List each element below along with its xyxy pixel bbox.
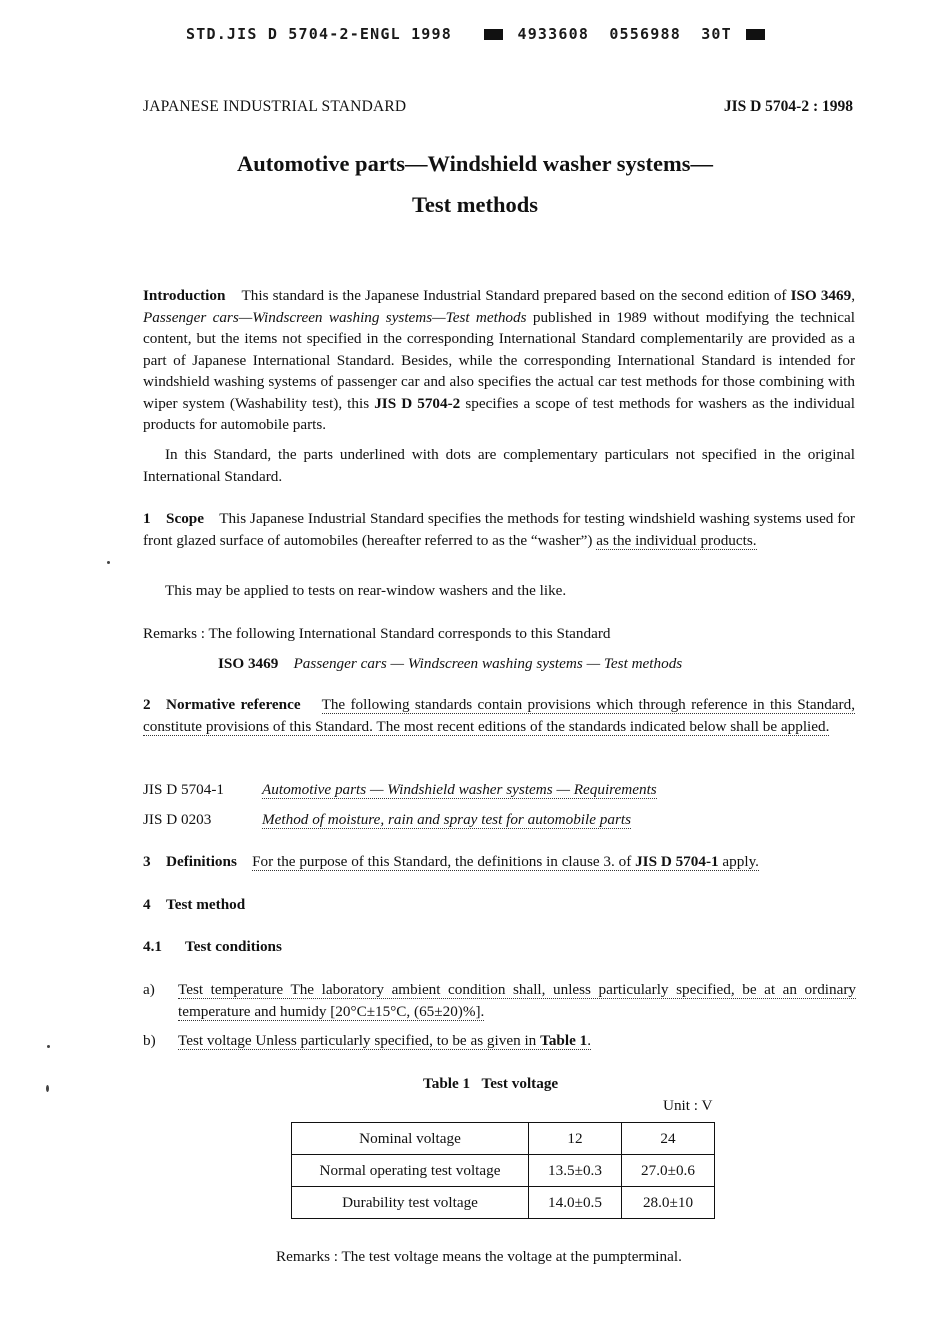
definitions-number: 3 bbox=[143, 853, 151, 870]
table-unit: Unit : V bbox=[663, 1097, 713, 1114]
introduction-iso-ref: ISO 3469 bbox=[790, 287, 852, 304]
scope-iso-title: Passenger cars — Windscreen washing systems — Test methods bbox=[293, 655, 683, 672]
table-row bbox=[292, 1187, 715, 1219]
scope-dotted-text: as the individual products. bbox=[596, 531, 757, 549]
introduction-text-2: published in 1989 without modifying the technical content, but the items not specified in the corresponding International Standard complementarily are provided as a part of Japanese International Standard. Besides, while the corresponding International Standard is intended for windshield washing systems of passenger car and also specifies the actual car test methods for those combining with wiper system (Washability test), this bbox=[143, 308, 855, 412]
normative-ref-row-2 bbox=[143, 809, 631, 831]
introduction-iso-title: Passenger cars—Windscreen washing systems—Test methods bbox=[143, 308, 527, 326]
normative-ref-code: JIS D 0203 bbox=[143, 811, 212, 828]
condition-b-body: Test voltage Unless particularly specified, to be as given in bbox=[178, 1032, 537, 1049]
table-remarks: Remarks : The test voltage means the voltage at the pumpterminal. bbox=[276, 1248, 682, 1265]
header-standard-name: JAPANESE INDUSTRIAL STANDARD bbox=[143, 98, 407, 115]
barcode-number-3: 30T bbox=[701, 25, 732, 43]
definitions-heading: Definitions bbox=[166, 853, 237, 870]
scan-speck bbox=[107, 561, 110, 564]
introduction-paragraph: Introduction This standard is the Japanese Industrial Standard prepared based on the second edition of ISO 3469, Passenger cars—Windscreen washing systems—Test methods published in 1989 without modifying the technical content, but the items not specified in the corresponding International Standard complementarily are provided as a part of Japanese International Standard. Besides, while the corresponding International Standard is intended for windshield washing systems of passenger car and also specifies the actual car test methods for those combining with wiper system (Washability test), this JIS D 5704-2 specifies a scope of test methods for washers as the individual products for automobile parts. bbox=[143, 287, 856, 433]
scope-remarks: Remarks : The following International Standard corresponds to this Standard bbox=[143, 625, 611, 642]
condition-b-label: b) bbox=[143, 1032, 156, 1049]
condition-b-table-ref: Table 1 bbox=[540, 1032, 588, 1049]
table-cell: Normal operating test voltage bbox=[292, 1155, 529, 1187]
normative-section bbox=[143, 694, 855, 737]
introduction-text-3: specifies a scope of test methods for washers as the individual products for automobile parts. bbox=[143, 394, 856, 433]
barcode-block-end-icon bbox=[746, 29, 765, 40]
table-cell: 14.0±0.5 bbox=[529, 1187, 622, 1219]
condition-a-text bbox=[178, 979, 856, 1022]
barcode-block-icon bbox=[484, 29, 503, 40]
introduction-paragraph-2: In this Standard, the parts underlined with dots are complementary particulars not specified in the original International Standard. bbox=[143, 446, 855, 485]
table-caption-title: Test voltage bbox=[481, 1075, 559, 1092]
definitions-text-run bbox=[252, 853, 759, 871]
scope-heading: Scope bbox=[166, 510, 204, 527]
normative-number: 2 bbox=[143, 696, 151, 713]
scope-paragraph-2: This may be applied to tests on rear-window washers and the like. bbox=[165, 582, 567, 599]
scan-speck bbox=[47, 1045, 50, 1048]
definitions-text: For the purpose of this Standard, the definitions in clause 3. of bbox=[252, 853, 632, 870]
scope-number: 1 bbox=[143, 510, 151, 527]
table-header-cell: 24 bbox=[622, 1123, 715, 1155]
doc-code: STD.JIS D 5704-2-ENGL 1998 bbox=[186, 25, 452, 43]
table-cell: 27.0±0.6 bbox=[622, 1155, 715, 1187]
condition-a-label: a) bbox=[143, 981, 155, 998]
condition-b-dotted bbox=[178, 1032, 591, 1050]
barcode-number-1: 4933608 bbox=[517, 25, 590, 43]
table-cell: 28.0±10 bbox=[622, 1187, 715, 1219]
scope-text: This Japanese Industrial Standard specifies the methods for testing windshield washing systems used for front glazed surface of automobiles (hereafter referred to as the “washer”) bbox=[143, 510, 855, 549]
table-caption-number: Table 1 bbox=[423, 1075, 471, 1092]
table-cell: 13.5±0.3 bbox=[529, 1155, 622, 1187]
test-method-heading: Test method bbox=[166, 896, 246, 913]
normative-heading: Normative reference bbox=[166, 696, 301, 713]
table-header-row bbox=[292, 1123, 715, 1155]
normative-ref-row-1 bbox=[143, 779, 657, 801]
condition-a-dotted: Test temperature The laboratory ambient condition shall, unless particularly specified, be at an ordinary temperature and humidy [20°C±15°C, (65±20)%]. bbox=[178, 981, 856, 1020]
test-method-number: 4 bbox=[143, 896, 151, 913]
normative-ref-title: Automotive parts — Windshield washer systems — Requirements bbox=[262, 781, 657, 798]
introduction-text-1: This standard is the Japanese Industrial Standard prepared based on the second edition of bbox=[241, 287, 787, 304]
table-header-cell: 12 bbox=[529, 1123, 622, 1155]
condition-b-text bbox=[178, 1030, 591, 1052]
normative-text: The following standards contain provisions which through reference in this Standard, constitute provisions of this Standard. The most recent editions of the standards indicated below shall be applied. bbox=[143, 696, 855, 735]
introduction-jis-ref: JIS D 5704-2 bbox=[374, 394, 461, 412]
scan-speck bbox=[46, 1085, 49, 1092]
condition-b-tail: . bbox=[587, 1032, 592, 1049]
test-method-heading-row bbox=[143, 894, 245, 916]
table-caption bbox=[423, 1073, 558, 1095]
scope-iso-code: ISO 3469 bbox=[218, 655, 279, 672]
barcode-number-2: 0556988 bbox=[609, 25, 681, 43]
scan-header-strip bbox=[186, 24, 769, 46]
header-standard-number: JIS D 5704-2 : 1998 bbox=[723, 98, 853, 115]
definitions-ref: JIS D 5704-1 bbox=[635, 853, 719, 870]
definitions-section bbox=[143, 851, 759, 873]
test-conditions-number: 4.1 bbox=[143, 938, 162, 955]
definitions-tail: apply. bbox=[722, 853, 759, 870]
page-title-line-1: Automotive parts—Windshield washer systems— bbox=[236, 151, 714, 176]
table-cell: Durability test voltage bbox=[292, 1187, 529, 1219]
test-voltage-table bbox=[291, 1122, 715, 1219]
normative-ref-code: JIS D 5704-1 bbox=[143, 781, 225, 798]
test-conditions-heading: Test conditions bbox=[185, 938, 282, 955]
test-conditions-heading-row bbox=[143, 936, 282, 958]
scope-iso-reference bbox=[218, 653, 682, 675]
table-header-cell: Nominal voltage bbox=[292, 1123, 529, 1155]
scope-section bbox=[143, 508, 855, 551]
page-title-line-2: Test methods bbox=[411, 192, 539, 217]
normative-ref-title: Method of moisture, rain and spray test for automobile parts bbox=[262, 811, 631, 828]
table-row bbox=[292, 1155, 715, 1187]
introduction-heading: Introduction bbox=[143, 287, 226, 304]
